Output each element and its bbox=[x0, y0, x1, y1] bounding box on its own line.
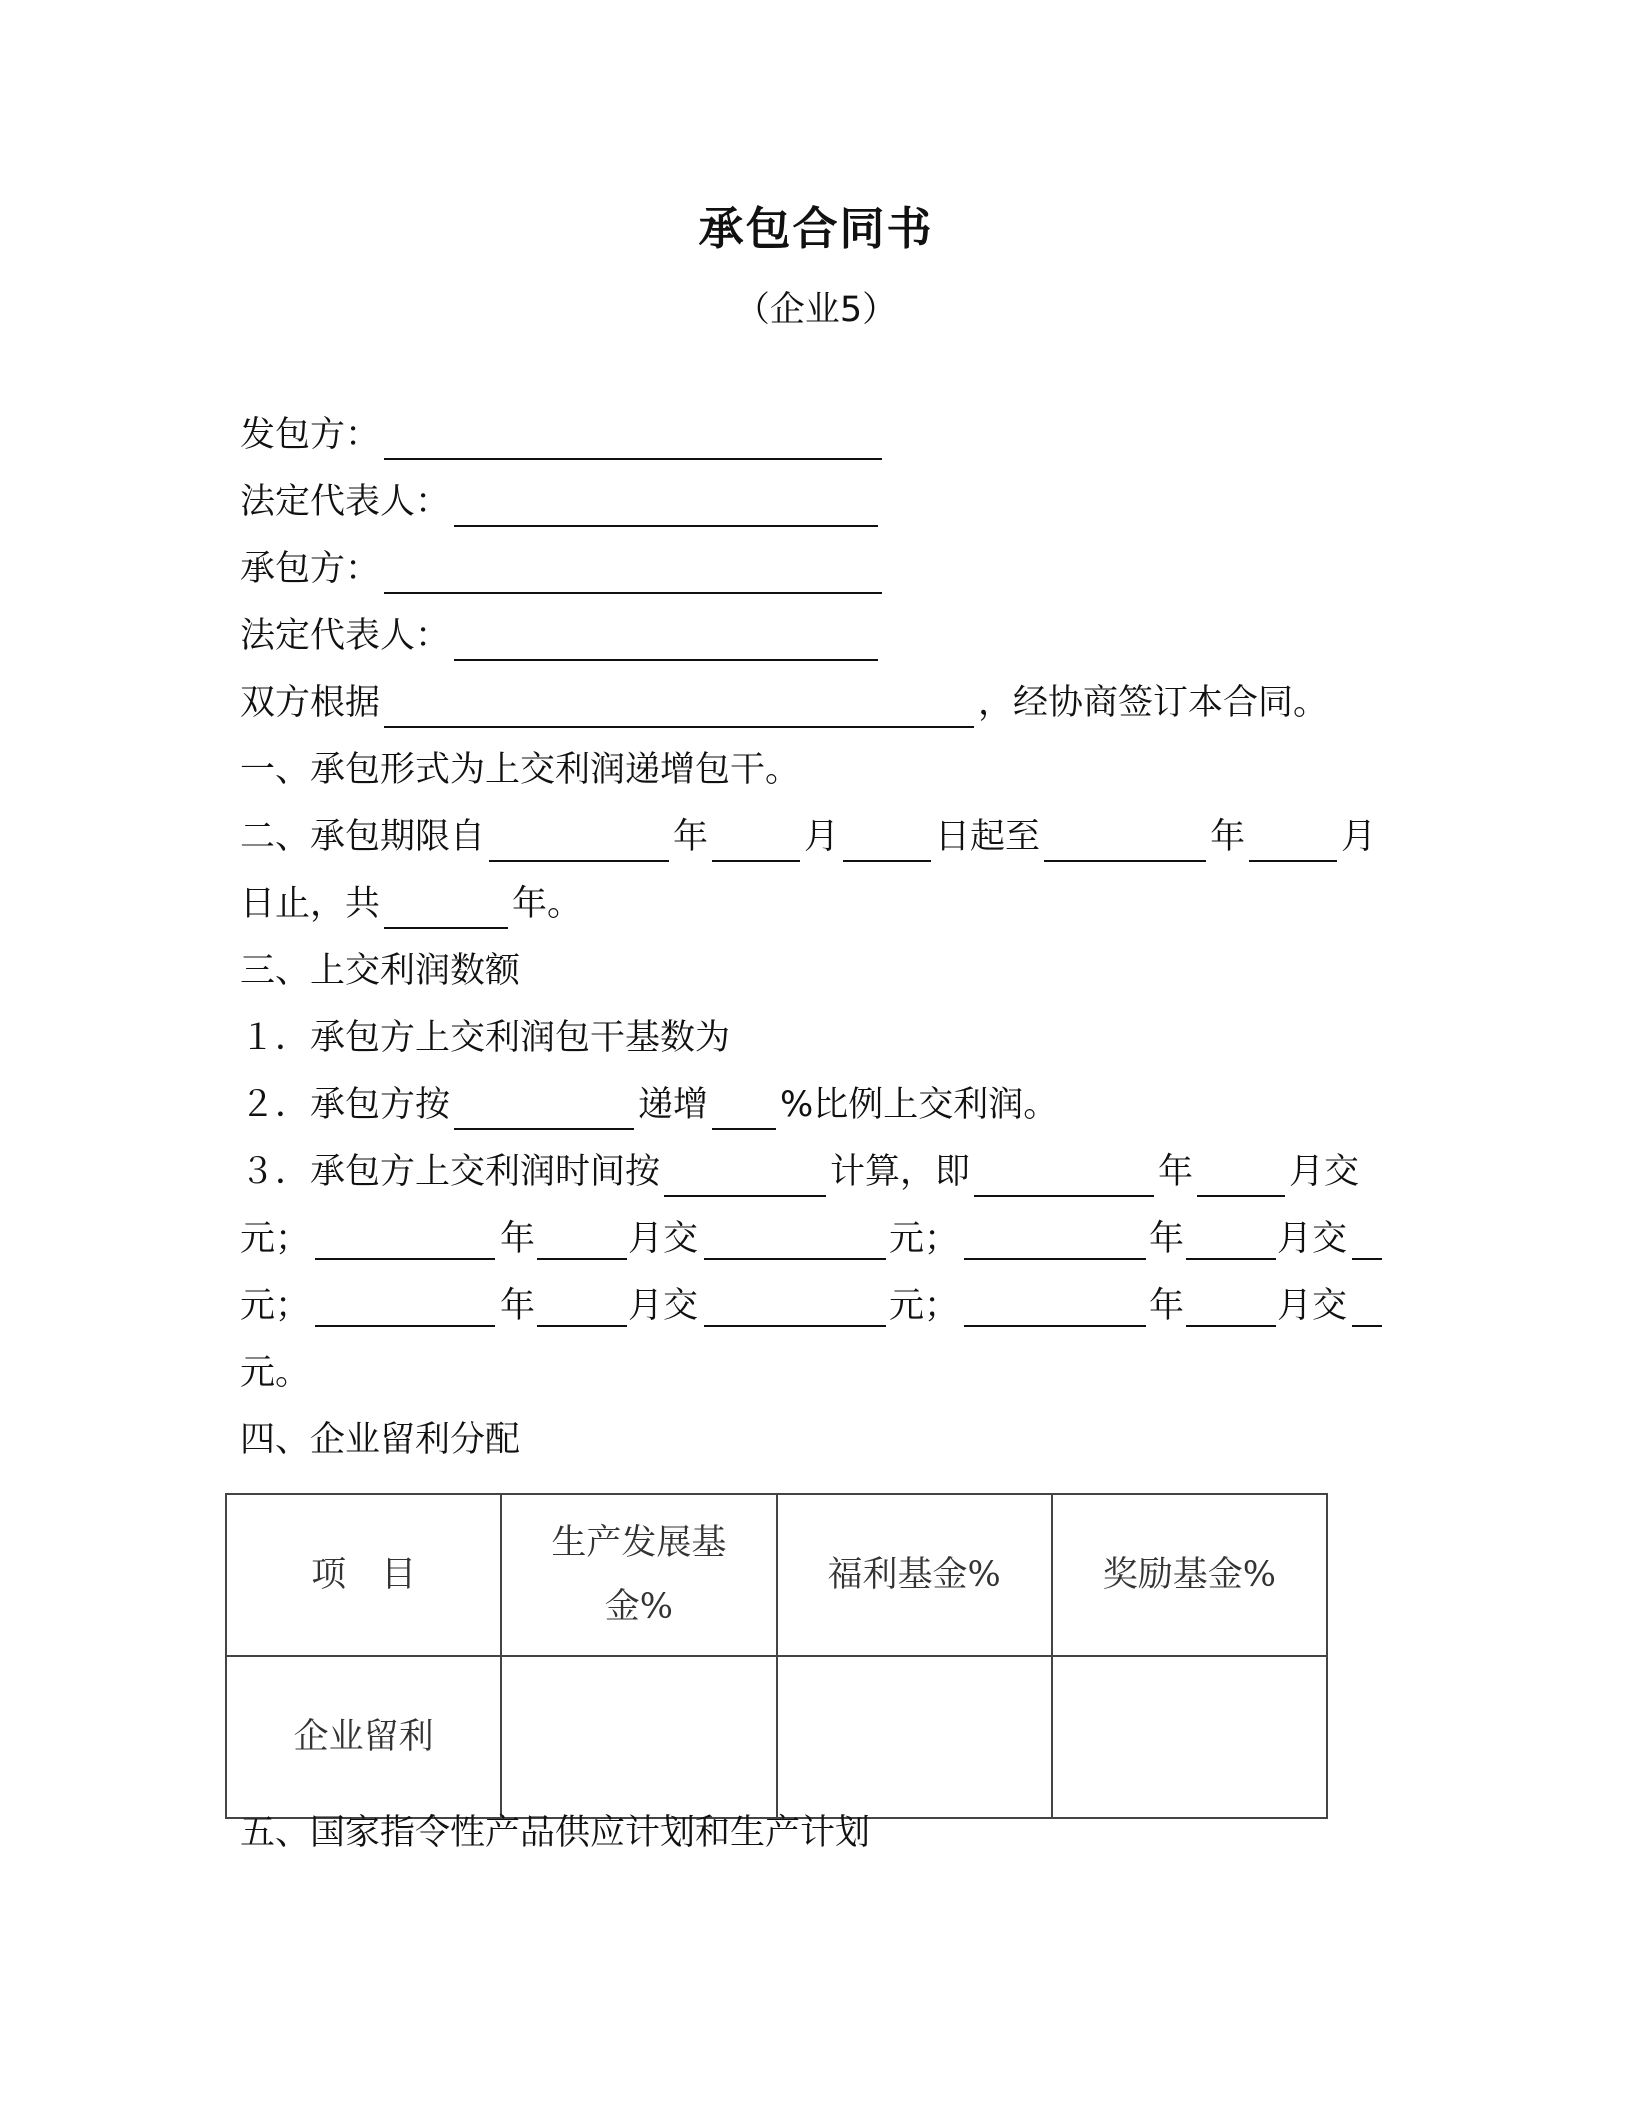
clause-3-heading: 三、上交利润数额 bbox=[240, 951, 521, 991]
pay-year-blank[interactable] bbox=[964, 1214, 1146, 1260]
pay-amount-blank[interactable] bbox=[315, 1214, 495, 1260]
item2-prefix: ２．承包方按 bbox=[240, 1085, 451, 1125]
basis-line bbox=[240, 678, 1328, 728]
start-year-unit: 年 bbox=[673, 817, 709, 857]
item3-calc: 计算，即 bbox=[830, 1152, 971, 1192]
contractor-label: 承包方： bbox=[240, 549, 381, 589]
payment-period-blank[interactable] bbox=[664, 1151, 826, 1197]
pay-month-1-unit: 月交 bbox=[1289, 1152, 1360, 1192]
item2-mid: 递增 bbox=[638, 1085, 709, 1125]
pay-amount-blank[interactable] bbox=[1352, 1281, 1382, 1327]
contractor-rep-blank[interactable] bbox=[454, 615, 878, 661]
item2-suffix: %比例上交利润。 bbox=[780, 1085, 1059, 1125]
year-unit: 年 bbox=[1149, 1286, 1185, 1326]
pay-amount-blank[interactable] bbox=[1352, 1214, 1382, 1260]
yuan-label: 元； bbox=[889, 1286, 960, 1326]
month-pay-unit: 月交 bbox=[628, 1286, 699, 1326]
year-unit: 年 bbox=[1149, 1219, 1185, 1259]
clause-3-item-2 bbox=[240, 1080, 1058, 1130]
contractor-rep-label: 法定代表人： bbox=[240, 616, 451, 656]
employer-rep-label: 法定代表人： bbox=[240, 482, 451, 522]
document-title: 承包合同书 bbox=[698, 202, 934, 255]
pay-month-blank[interactable] bbox=[1186, 1281, 1276, 1327]
month-pay-unit: 月交 bbox=[1277, 1219, 1348, 1259]
increase-basis-blank[interactable] bbox=[454, 1084, 634, 1130]
employer-rep-blank[interactable] bbox=[454, 481, 878, 527]
clause-5-heading: 五、国家指令性产品供应计划和生产计划 bbox=[240, 1813, 871, 1853]
total-years-blank[interactable] bbox=[384, 883, 508, 929]
yuan-label: 元； bbox=[240, 1286, 311, 1326]
pay-amount-blank[interactable] bbox=[704, 1281, 886, 1327]
profit-allocation-table bbox=[225, 1493, 1328, 1819]
payment-end: 元。 bbox=[240, 1353, 311, 1393]
end-year-unit: 年 bbox=[1210, 817, 1246, 857]
table-header-bonus-fund: 奖励基金% bbox=[1052, 1494, 1327, 1656]
start-month-unit: 月 bbox=[804, 817, 840, 857]
pay-year-1-unit: 年 bbox=[1158, 1152, 1194, 1192]
pay-month-blank[interactable] bbox=[537, 1281, 627, 1327]
bonus-fund-cell[interactable] bbox=[1052, 1656, 1327, 1818]
pay-month-blank[interactable] bbox=[1186, 1214, 1276, 1260]
clause-2-prefix: 二、承包期限自 bbox=[240, 817, 486, 857]
increase-percent-blank[interactable] bbox=[712, 1084, 776, 1130]
pay-amount-blank[interactable] bbox=[704, 1214, 886, 1260]
basis-blank[interactable] bbox=[384, 682, 974, 728]
table-header-welfare-fund: 福利基金% bbox=[777, 1494, 1052, 1656]
start-day-blank[interactable] bbox=[843, 816, 931, 862]
start-month-blank[interactable] bbox=[712, 816, 800, 862]
end-year-blank[interactable] bbox=[1044, 816, 1206, 862]
contractor-rep-line bbox=[240, 611, 882, 661]
end-month-blank[interactable] bbox=[1249, 816, 1337, 862]
clause-2-line2-prefix: 日止，共 bbox=[240, 884, 381, 924]
year-unit: 年 bbox=[500, 1219, 536, 1259]
table-header-row bbox=[226, 1494, 1327, 1656]
welfare-fund-cell[interactable] bbox=[777, 1656, 1052, 1818]
table-row-label: 企业留利 bbox=[226, 1656, 501, 1818]
clause-1: 一、承包形式为上交利润递增包干。 bbox=[240, 750, 801, 790]
clause-3-item-1: １．承包方上交利润包干基数为 bbox=[240, 1018, 731, 1058]
development-fund-cell[interactable] bbox=[501, 1656, 776, 1818]
pay-year-1-blank[interactable] bbox=[974, 1151, 1154, 1197]
contractor-blank[interactable] bbox=[384, 548, 882, 594]
yuan-label: 元； bbox=[240, 1219, 311, 1259]
table-header-development-fund: 生产发展基金% bbox=[501, 1494, 776, 1656]
employer-blank[interactable] bbox=[384, 414, 882, 460]
yuan-label: 元； bbox=[889, 1219, 960, 1259]
clause-3-item-3 bbox=[240, 1147, 1359, 1197]
end-month-unit: 月 bbox=[1341, 817, 1377, 857]
table-row bbox=[226, 1656, 1327, 1818]
basis-prefix: 双方根据 bbox=[240, 683, 381, 723]
pay-month-1-blank[interactable] bbox=[1197, 1151, 1285, 1197]
month-pay-unit: 月交 bbox=[1277, 1286, 1348, 1326]
clause-2-line2-suffix: 年。 bbox=[512, 884, 583, 924]
clause-2-line-2 bbox=[240, 879, 582, 929]
document-subtitle: （企业5） bbox=[734, 290, 898, 330]
pay-year-blank[interactable] bbox=[964, 1281, 1146, 1327]
start-year-blank[interactable] bbox=[489, 816, 669, 862]
contractor-line bbox=[240, 544, 886, 594]
table-header-item: 项 目 bbox=[226, 1494, 501, 1656]
year-unit: 年 bbox=[500, 1286, 536, 1326]
month-pay-unit: 月交 bbox=[628, 1219, 699, 1259]
clause-4-heading: 四、企业留利分配 bbox=[240, 1420, 521, 1460]
pay-month-blank[interactable] bbox=[537, 1214, 627, 1260]
day-from-label: 日起至 bbox=[935, 817, 1041, 857]
basis-suffix: ，经协商签订本合同。 bbox=[978, 683, 1329, 723]
employer-label: 发包方： bbox=[240, 415, 381, 455]
clause-2-line-1 bbox=[240, 812, 1376, 862]
pay-amount-blank[interactable] bbox=[315, 1281, 495, 1327]
item3-prefix: ３．承包方上交利润时间按 bbox=[240, 1152, 661, 1192]
employer-line bbox=[240, 410, 886, 460]
employer-rep-line bbox=[240, 477, 882, 527]
